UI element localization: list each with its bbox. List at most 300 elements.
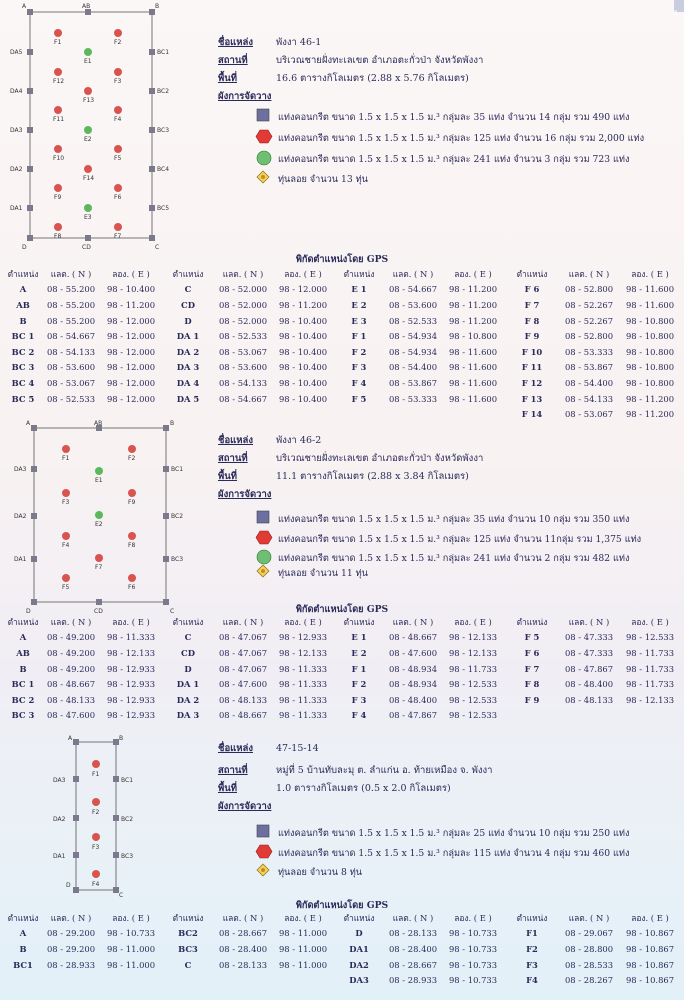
gps-position: F 4 (351, 377, 367, 388)
table-row (4, 661, 682, 677)
gps-lat: 08 - 49.200 (46, 647, 96, 658)
gps-col-header: ลอง. ( E ) (284, 268, 322, 279)
svg-text:F8: F8 (128, 542, 136, 549)
gps-position: C (184, 284, 192, 295)
gps-position: BC 4 (11, 377, 35, 388)
svg-text:F2: F2 (92, 809, 100, 816)
gps-position: F 6 (524, 647, 540, 658)
gps-position: F3 (526, 959, 538, 970)
label-place: สถานที่ (218, 453, 248, 464)
gps-lon: 98 - 11.733 (448, 663, 498, 674)
legend-text: แท่งคอนกรีต ขนาด 1.5 x 1.5 x 1.5 ม.³ กลุ่มละ 35 แท่ง จำนวน 14 กลุ่ม รวม 490 แท่ง (278, 112, 630, 123)
site3-gps-title: พิกัดตำแหน่งโดย GPS (295, 900, 389, 911)
site-name: พังงา 46-2 (276, 435, 322, 446)
side-label: BC5 (157, 205, 170, 212)
gps-lat: 08 - 54.400 (564, 377, 614, 388)
gps-col-header: แลต. ( N ) (568, 912, 610, 923)
gps-position: F 6 (524, 284, 540, 295)
gps-lon: 98 - 11.600 (448, 362, 498, 373)
gps-lon: 98 - 12.533 (448, 710, 498, 721)
gps-position: D (355, 928, 363, 939)
gps-col-header: ตำแหน่ง (343, 912, 375, 923)
side-label: DA2 (14, 513, 27, 520)
gps-col-header: ลอง. ( E ) (112, 616, 150, 627)
gps-position: F 3 (351, 694, 367, 705)
gps-col-header: แลต. ( N ) (222, 616, 264, 627)
gps-lon: 98 - 11.600 (448, 377, 498, 388)
gps-lat: 08 - 55.200 (46, 299, 96, 310)
gps-lon: 98 - 10.800 (625, 377, 675, 388)
gps-position: BC 5 (11, 393, 35, 404)
site3-points (92, 760, 100, 888)
side-label: DA2 (53, 816, 66, 823)
gps-lat: 08 - 54.667 (388, 284, 438, 295)
gps-lat (214, 972, 272, 988)
gps-header-row (4, 266, 682, 282)
label-name: ชื่อแหล่ง (218, 743, 253, 754)
gps-position: DA 3 (176, 710, 200, 721)
gps-lat: 08 - 47.867 (388, 710, 438, 721)
gps-lon (100, 972, 162, 988)
gps-position: F4 (526, 975, 538, 986)
gps-lat (384, 406, 442, 422)
site1-points (53, 29, 122, 240)
gps-col-header: แลต. ( N ) (222, 912, 264, 923)
buoy-icon (256, 170, 270, 184)
gps-lon: 98 - 10.400 (278, 393, 328, 404)
legend-text: แท่งคอนกรีต ขนาด 1.5 x 1.5 x 1.5 ม.³ กลุ่มละ 125 แท่ง จำนวน 16 กลุ่ม รวม 2,000 แท่ง (278, 133, 645, 144)
square-icon (256, 510, 270, 524)
gps-col-header: ตำแหน่ง (7, 912, 39, 923)
gps-lon: 98 - 12.933 (106, 679, 156, 690)
gps-lon: 98 - 10.800 (625, 315, 675, 326)
corner-label: B (155, 3, 160, 10)
gps-col-header: ตำแหน่ง (7, 616, 39, 627)
gps-position: BC1 (13, 959, 33, 970)
gps-col-header: แลต. ( N ) (392, 912, 434, 923)
legend-text: ทุ่นลอย จำนวน 13 ทุ่น (278, 174, 368, 185)
gps-lat: 08 - 52.800 (564, 331, 614, 342)
corner-label: B (170, 420, 175, 427)
site-area: 1.0 ตารางกิโลเมตร (0.5 x 2.0 กิโลเมตร) (276, 783, 451, 794)
gps-position: B (19, 663, 27, 674)
gps-position: AB (16, 647, 30, 658)
gps-col-header: แลต. ( N ) (50, 616, 92, 627)
gps-col-header: แลต. ( N ) (392, 616, 434, 627)
svg-text:E3: E3 (84, 214, 92, 221)
gps-lon: 98 - 12.133 (106, 647, 156, 658)
gps-lat: 08 - 48.133 (46, 694, 96, 705)
gps-lat: 08 - 47.600 (46, 710, 96, 721)
svg-text:F5: F5 (114, 155, 122, 162)
gps-position: F 9 (524, 694, 540, 705)
legend-text: แท่งคอนกรีต ขนาด 1.5 x 1.5 x 1.5 ม.³ กลุ่มละ 35 แท่ง จำนวน 10 กลุ่ม รวม 350 แท่ง (278, 514, 630, 525)
gps-lon: 98 - 10.867 (625, 943, 675, 954)
gps-col-header: ตำแหน่ง (172, 912, 204, 923)
gps-lon: 98 - 12.000 (278, 284, 328, 295)
gps-lon: 98 - 10.400 (106, 284, 156, 295)
table-row (4, 391, 682, 407)
gps-lon: 98 - 10.867 (625, 928, 675, 939)
corner-label: C (170, 608, 175, 615)
gps-lat: 08 - 48.133 (218, 694, 268, 705)
side-label: DA3 (14, 466, 27, 473)
table-row (4, 282, 682, 298)
gps-lon: 98 - 10.400 (278, 346, 328, 357)
gps-position: F 2 (351, 679, 367, 690)
svg-text:F7: F7 (114, 233, 122, 240)
table-row (4, 926, 682, 942)
label-place: สถานที่ (218, 765, 248, 776)
gps-lat: 08 - 48.400 (564, 679, 614, 690)
gps-lon: 98 - 11.733 (625, 663, 675, 674)
site-place: บริเวณชายฝั่งทะเลเขต อำเภอตะกั่วป่า จังหวัดพังงา (276, 55, 484, 66)
gps-position: B (19, 943, 27, 954)
gps-lat: 08 - 28.933 (46, 959, 96, 970)
side-label: BC4 (157, 166, 170, 173)
gps-position: F 8 (524, 315, 540, 326)
gps-lon: 98 - 11.600 (448, 346, 498, 357)
gps-position: DA 5 (176, 393, 200, 404)
corner-label: CD (94, 608, 103, 615)
gps-lon (272, 972, 334, 988)
gps-lat: 08 - 48.133 (564, 694, 614, 705)
label-area: พื้นที่ (218, 73, 238, 84)
gps-lon (272, 406, 334, 422)
side-label: DA5 (10, 49, 23, 56)
gps-lat: 08 - 28.933 (388, 975, 438, 986)
gps-lat: 08 - 52.267 (564, 299, 614, 310)
gps-position: E 1 (351, 632, 367, 643)
site1-map (8, 2, 168, 252)
table-row (4, 297, 682, 313)
gps-position: F 13 (521, 393, 543, 404)
gps-lon: 98 - 10.733 (448, 975, 498, 986)
gps-lon: 98 - 11.200 (448, 299, 498, 310)
gps-lat (214, 406, 272, 422)
gps-position: F 14 (521, 409, 543, 420)
buoy-icon (256, 863, 270, 877)
gps-position: F 1 (351, 663, 367, 674)
gps-lat: 08 - 54.934 (388, 331, 438, 342)
gps-position: A (19, 928, 27, 939)
gps-col-header: ตำแหน่ง (7, 268, 39, 279)
gps-lat: 08 - 48.934 (388, 663, 438, 674)
gps-position: F1 (526, 928, 538, 939)
gps-position: C (184, 632, 192, 643)
svg-text:E1: E1 (84, 58, 92, 65)
svg-text:F1: F1 (54, 39, 62, 46)
site2-points (62, 445, 136, 591)
gps-col-header: แลต. ( N ) (568, 616, 610, 627)
gps-col-header: ลอง. ( E ) (631, 268, 669, 279)
side-label: BC2 (157, 88, 170, 95)
gps-lon: 98 - 10.800 (625, 346, 675, 357)
corner-label: D (22, 244, 27, 251)
gps-position: F 10 (521, 346, 543, 357)
buoy-icon (256, 564, 270, 578)
label-name: ชื่อแหล่ง (218, 435, 253, 446)
side-label: BC1 (121, 777, 134, 784)
svg-text:F2: F2 (114, 39, 122, 46)
gps-lat: 08 - 28.400 (388, 943, 438, 954)
gps-lat: 08 - 29.067 (564, 928, 614, 939)
gps-lat: 08 - 55.200 (46, 315, 96, 326)
gps-position: D (184, 663, 192, 674)
gps-lon: 98 - 11.333 (278, 679, 328, 690)
table-row (4, 957, 682, 973)
gps-col-header: ตำแหน่ง (172, 268, 204, 279)
corner-label: A (68, 735, 73, 742)
gps-lon: 98 - 10.800 (625, 331, 675, 342)
table-row (4, 630, 682, 646)
gps-position: F2 (526, 943, 538, 954)
gps-lat: 08 - 47.333 (564, 647, 614, 658)
gps-lat: 08 - 52.800 (564, 284, 614, 295)
legend-text: ทุ่นลอย จำนวน 8 ทุ่น (278, 867, 363, 878)
gps-lon: 98 - 12.000 (106, 393, 156, 404)
side-label: BC3 (121, 853, 134, 860)
gps-position: CD (181, 299, 195, 310)
gps-lon: 98 - 12.000 (106, 362, 156, 373)
gps-lon: 98 - 11.733 (625, 647, 675, 658)
gps-lat: 08 - 53.333 (564, 346, 614, 357)
gps-position: DA2 (349, 959, 369, 970)
gps-lon: 98 - 10.400 (278, 315, 328, 326)
gps-col-header: ตำแหน่ง (516, 912, 548, 923)
gps-position (162, 972, 214, 988)
site3-info (218, 744, 658, 824)
svg-text:E2: E2 (95, 521, 103, 528)
gps-lon: 98 - 11.000 (278, 928, 328, 939)
gps-position: BC 2 (11, 346, 35, 357)
gps-lon: 98 - 12.933 (106, 694, 156, 705)
hexagon-icon (256, 530, 272, 545)
gps-col-header: ลอง. ( E ) (454, 268, 492, 279)
side-label: BC3 (157, 127, 170, 134)
gps-lon: 98 - 10.867 (625, 975, 675, 986)
gps-lat: 08 - 47.600 (388, 647, 438, 658)
gps-col-header: ตำแหน่ง (172, 616, 204, 627)
gps-lat: 08 - 53.600 (218, 362, 268, 373)
site2-map (8, 418, 184, 615)
gps-position: BC3 (178, 943, 198, 954)
gps-position: BC2 (178, 928, 198, 939)
legend-text: แท่งคอนกรีต ขนาด 1.5 x 1.5 x 1.5 ม.³ กลุ่มละ 241 แท่ง จำนวน 3 กลุ่ม รวม 723 แท่ง (278, 154, 630, 165)
gps-position: BC 1 (11, 679, 35, 690)
legend-text: ทุ่นลอย จำนวน 11 ทุ่น (278, 568, 368, 579)
hexagon-icon (256, 129, 272, 144)
legend-text: แท่งคอนกรีต ขนาด 1.5 x 1.5 x 1.5 ม.³ กลุ่มละ 25 แท่ง จำนวน 10 กลุ่ม รวม 250 แท่ง (278, 828, 630, 839)
gps-position: DA 1 (176, 331, 200, 342)
gps-lat: 08 - 53.333 (388, 393, 438, 404)
gps-lon: 98 - 12.933 (106, 710, 156, 721)
gps-lat: 08 - 48.934 (388, 679, 438, 690)
site2-gps-table (4, 614, 682, 723)
gps-lon: 98 - 10.733 (448, 943, 498, 954)
label-layout: ผังการจัดวาง (218, 801, 272, 812)
gps-lon: 98 - 12.000 (106, 346, 156, 357)
gps-lat: 08 - 47.600 (218, 679, 268, 690)
corner-label: AB (82, 3, 91, 10)
label-area: พื้นที่ (218, 471, 238, 482)
svg-text:F1: F1 (62, 455, 70, 462)
corner-label: D (26, 608, 31, 615)
gps-position: F 4 (351, 710, 367, 721)
gps-position: A (19, 284, 27, 295)
gps-lon: 98 - 12.133 (625, 694, 675, 705)
gps-lat (42, 972, 100, 988)
table-row (4, 941, 682, 957)
gps-lat: 08 - 52.533 (218, 331, 268, 342)
gps-lat: 08 - 53.067 (46, 377, 96, 388)
site-name: 47-15-14 (276, 743, 319, 754)
gps-header-row (4, 910, 682, 926)
gps-position: DA 4 (176, 377, 200, 388)
gps-lat: 08 - 52.533 (388, 315, 438, 326)
gps-position: BC 1 (11, 331, 35, 342)
gps-lat: 08 - 53.600 (46, 362, 96, 373)
gps-col-header: แลต. ( N ) (568, 268, 610, 279)
gps-lat: 08 - 54.133 (564, 393, 614, 404)
side-label: DA3 (53, 777, 66, 784)
gps-lat: 08 - 53.867 (564, 362, 614, 373)
gps-lon: 98 - 12.000 (106, 315, 156, 326)
gps-position: AB (16, 299, 30, 310)
gps-position: CD (181, 647, 195, 658)
gps-lat (560, 708, 618, 724)
gps-lon: 98 - 11.333 (278, 710, 328, 721)
gps-position: F 11 (521, 362, 543, 373)
gps-lat: 08 - 47.333 (564, 632, 614, 643)
gps-lat: 08 - 28.800 (564, 943, 614, 954)
gps-lon: 98 - 10.800 (625, 362, 675, 373)
corner-label: A (22, 3, 27, 10)
gps-lon: 98 - 10.800 (448, 331, 498, 342)
svg-text:F10: F10 (53, 155, 65, 162)
circle-icon (256, 549, 272, 565)
gps-position: F 12 (521, 377, 543, 388)
gps-position: DA 2 (176, 694, 200, 705)
legend-text: แท่งคอนกรีต ขนาด 1.5 x 1.5 x 1.5 ม.³ กลุ่มละ 115 แท่ง จำนวน 4 กลุ่ม รวม 460 แท่ง (278, 848, 630, 859)
svg-text:F3: F3 (114, 78, 122, 85)
svg-text:F12: F12 (53, 78, 65, 85)
gps-lat: 08 - 52.533 (46, 393, 96, 404)
gps-lon: 98 - 11.600 (625, 299, 675, 310)
gps-lon: 98 - 11.200 (448, 315, 498, 326)
gps-lon: 98 - 12.533 (625, 632, 675, 643)
svg-text:E1: E1 (95, 477, 103, 484)
svg-text:F9: F9 (128, 499, 136, 506)
table-row (4, 972, 682, 988)
site-place: บริเวณชายฝั่งทะเลเขต อำเภอตะกั่วป่า จังหวัดพังงา (276, 453, 484, 464)
table-row (4, 645, 682, 661)
gps-lat: 08 - 52.000 (218, 299, 268, 310)
gps-lon: 98 - 12.133 (278, 647, 328, 658)
gps-header-row (4, 614, 682, 630)
site3-map (48, 734, 148, 898)
gps-position: B (19, 315, 27, 326)
side-label: DA3 (10, 127, 23, 134)
gps-position: F 7 (524, 663, 540, 674)
gps-lon: 98 - 11.333 (278, 694, 328, 705)
gps-lon: 98 - 12.133 (448, 632, 498, 643)
table-row (4, 360, 682, 376)
corner-label: A (26, 420, 31, 427)
svg-text:F2: F2 (128, 455, 136, 462)
gps-col-header: แลต. ( N ) (392, 268, 434, 279)
side-label: BC2 (171, 513, 184, 520)
page-corner-text: วิ (674, 10, 678, 17)
gps-position (504, 708, 560, 724)
gps-lat: 08 - 54.133 (46, 346, 96, 357)
gps-col-header: แลต. ( N ) (222, 268, 264, 279)
svg-text:F9: F9 (54, 194, 62, 201)
page-corner-tab (674, 0, 684, 17)
gps-lon: 98 - 12.533 (448, 679, 498, 690)
gps-lat: 08 - 52.000 (218, 315, 268, 326)
gps-lat: 08 - 54.667 (46, 331, 96, 342)
gps-lon: 98 - 12.533 (448, 694, 498, 705)
side-label: DA4 (10, 88, 23, 95)
gps-lat: 08 - 53.600 (388, 299, 438, 310)
corner-label: B (119, 735, 124, 742)
gps-lat: 08 - 55.200 (46, 284, 96, 295)
table-row (4, 676, 682, 692)
gps-lat: 08 - 29.200 (46, 943, 96, 954)
label-layout: ผังการจัดวาง (218, 489, 272, 500)
svg-text:F1: F1 (92, 771, 100, 778)
gps-lon (618, 708, 682, 724)
svg-text:F14: F14 (83, 175, 95, 182)
gps-position: DA 2 (176, 346, 200, 357)
gps-lat: 08 - 47.067 (218, 647, 268, 658)
site-place: หมู่ที่ 5 บ้านทับละมุ ต. ลำแก่น อ. ท้ายเหมือง จ. พังงา (276, 765, 493, 776)
gps-lat: 08 - 47.067 (218, 632, 268, 643)
table-row (4, 344, 682, 360)
gps-lon: 98 - 11.000 (106, 959, 156, 970)
gps-lon: 98 - 11.600 (448, 393, 498, 404)
gps-lon: 98 - 11.733 (625, 679, 675, 690)
gps-lat: 08 - 49.200 (46, 663, 96, 674)
gps-position: F 7 (524, 299, 540, 310)
gps-position: E 1 (351, 284, 367, 295)
side-label: BC1 (157, 49, 170, 56)
site1-gps-title: พิกัดตำแหน่งโดย GPS (295, 254, 389, 265)
gps-lat: 08 - 52.267 (564, 315, 614, 326)
gps-lon: 98 - 11.333 (106, 632, 156, 643)
gps-lat: 08 - 48.667 (388, 632, 438, 643)
gps-lon: 98 - 11.333 (278, 663, 328, 674)
side-label: BC3 (171, 556, 184, 563)
gps-position: F 5 (524, 632, 540, 643)
gps-lat: 08 - 48.667 (46, 679, 96, 690)
gps-lat: 08 - 52.000 (218, 284, 268, 295)
svg-text:F13: F13 (83, 97, 95, 104)
gps-lon: 98 - 10.867 (625, 959, 675, 970)
gps-position: F 9 (524, 331, 540, 342)
gps-lon: 98 - 12.133 (448, 647, 498, 658)
gps-col-header: ลอง. ( E ) (284, 912, 322, 923)
hexagon-icon (256, 844, 272, 859)
gps-lon: 98 - 10.400 (278, 331, 328, 342)
gps-position: C (184, 959, 192, 970)
site-area: 16.6 ตารางกิโลเมตร (2.88 x 5.76 กิโลเมตร) (276, 73, 469, 84)
gps-lat: 08 - 54.133 (218, 377, 268, 388)
gps-lat: 08 - 48.667 (218, 710, 268, 721)
gps-position: F 1 (351, 331, 367, 342)
label-place: สถานที่ (218, 55, 248, 66)
